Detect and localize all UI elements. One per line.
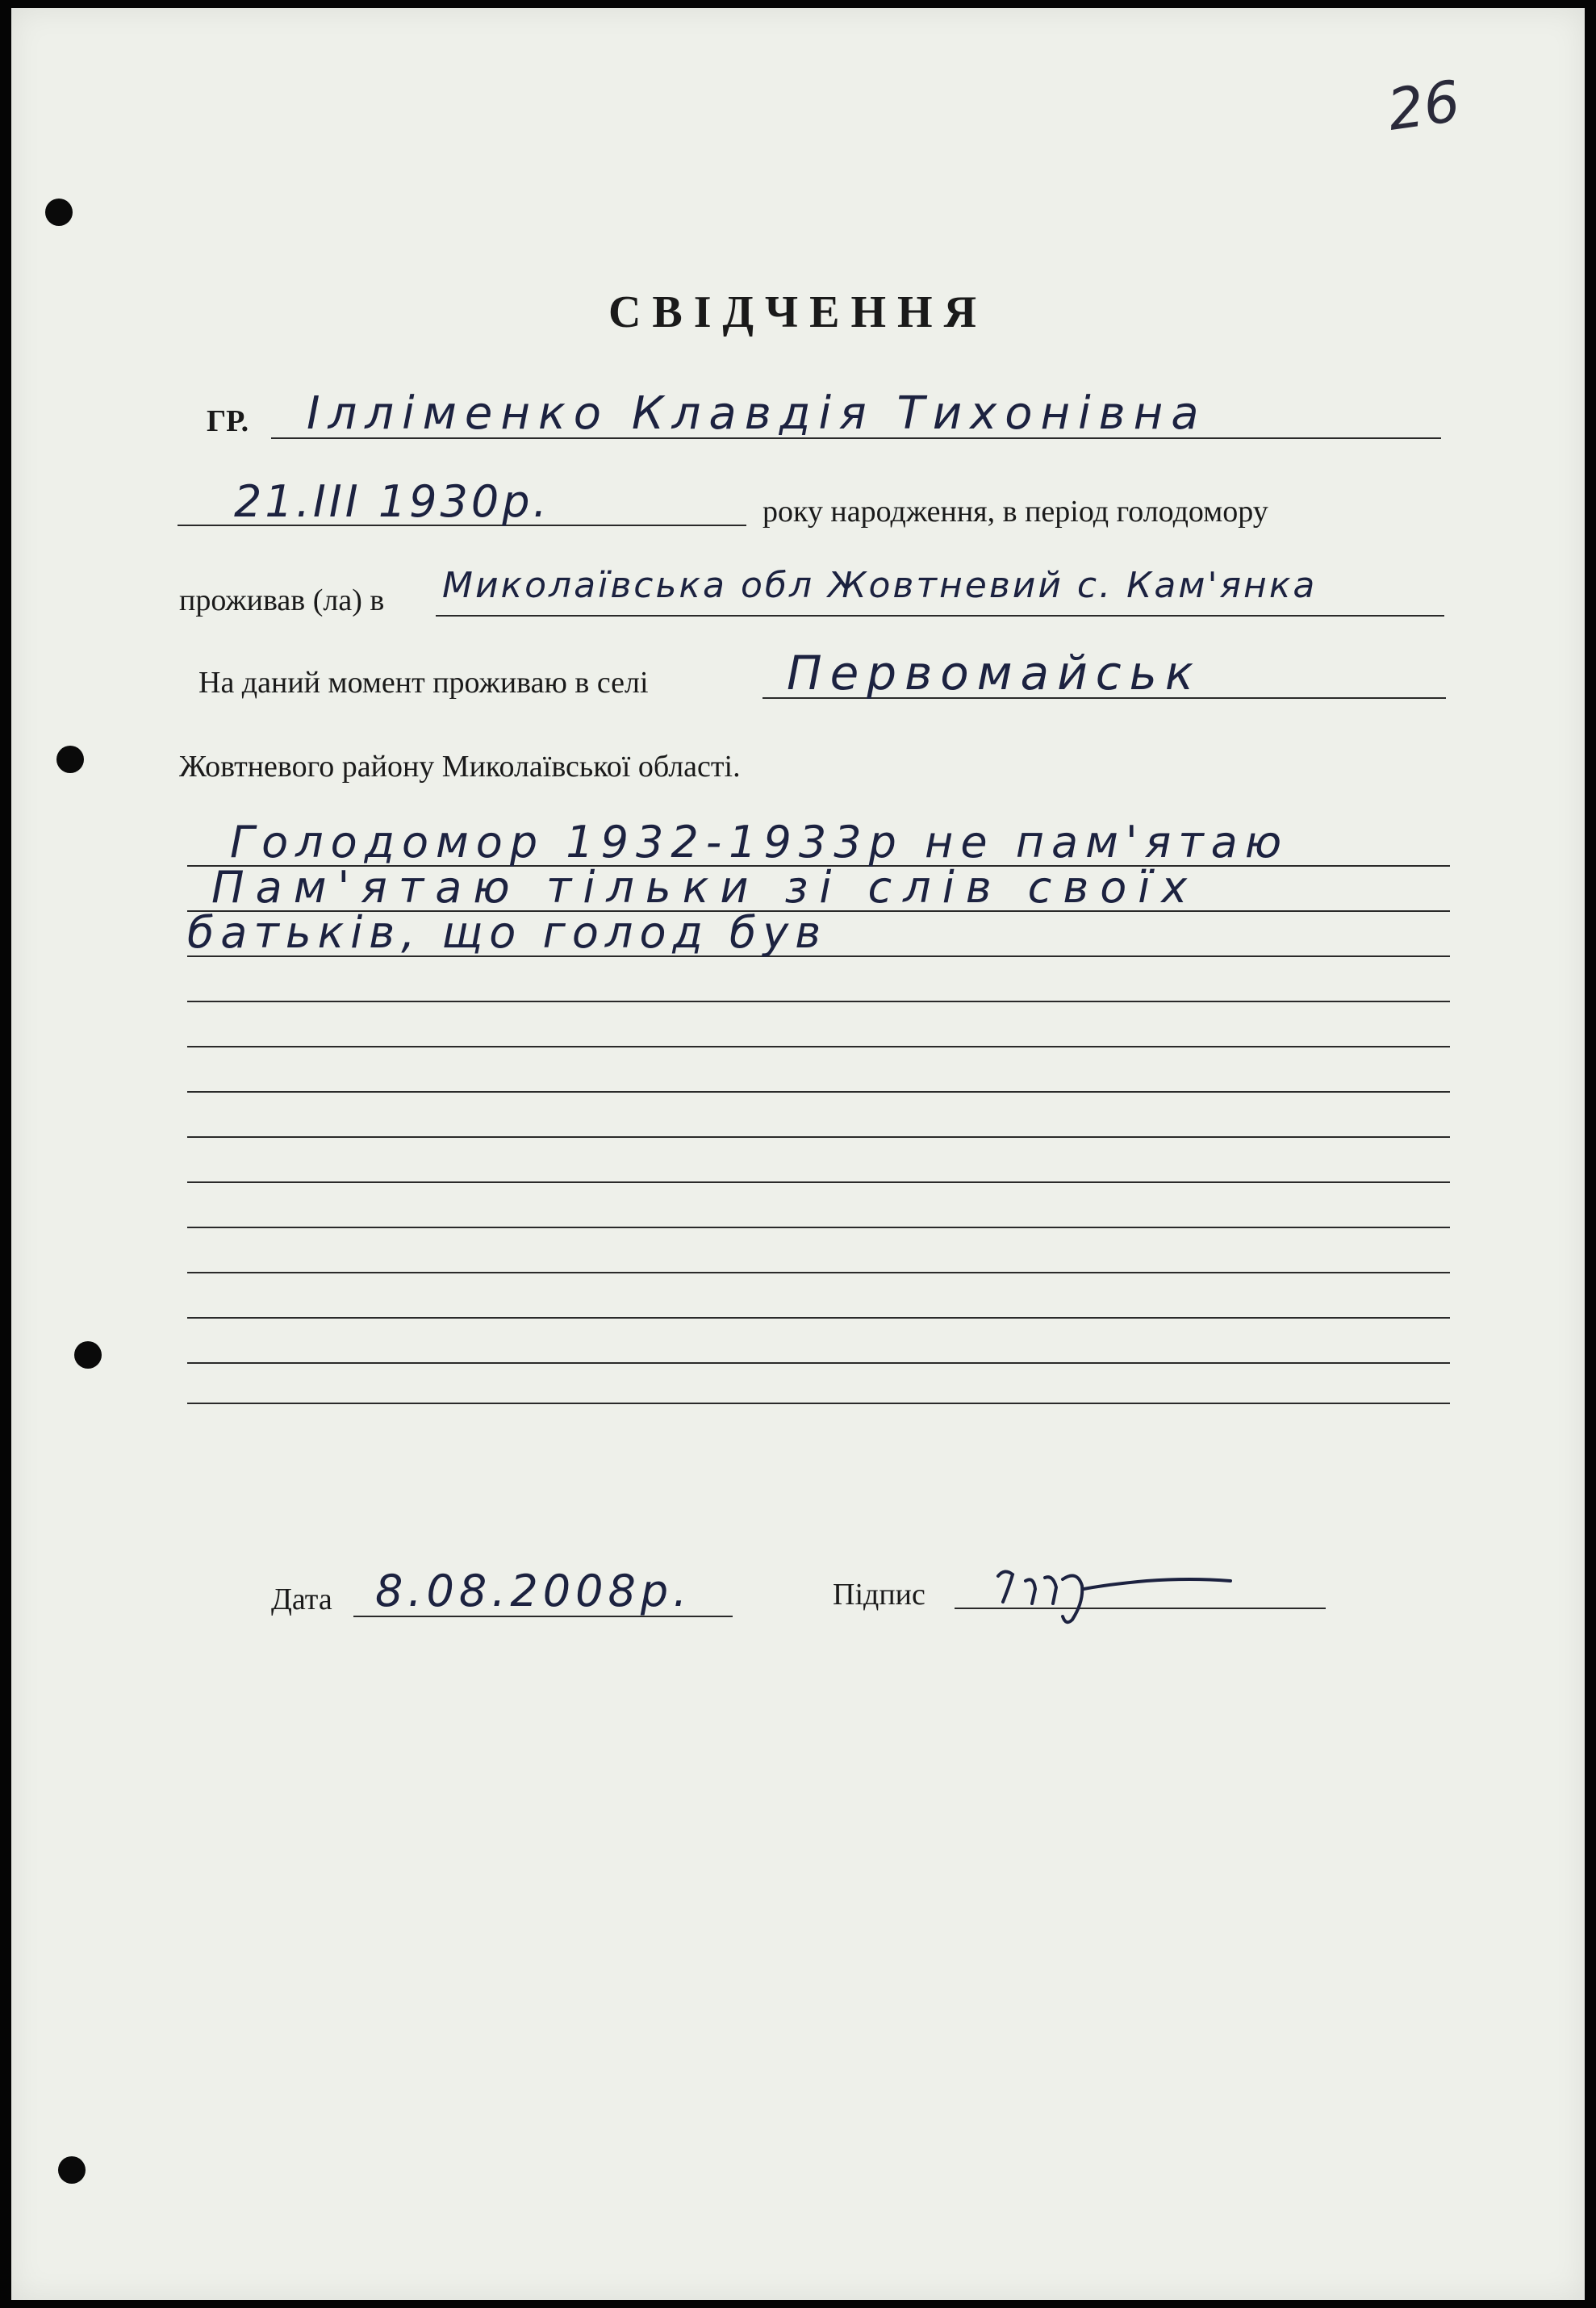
punch-hole (56, 746, 84, 773)
testimony-text: Пам'ятаю тільки зі слів своїх (211, 862, 1199, 913)
page-number: 26 (1383, 68, 1464, 144)
date-value: 8.08.2008р. (375, 1566, 692, 1616)
handwritten-signature (988, 1553, 1263, 1626)
testimony-line (187, 1181, 1450, 1183)
testimony-line (187, 1317, 1450, 1319)
punch-hole (74, 1341, 102, 1369)
testimony-line (187, 1227, 1450, 1228)
testimony-text: Голодомор 1932-1933р не пам'ятаю (230, 817, 1289, 868)
testimony-line (187, 1403, 1450, 1404)
testimony-line (187, 1046, 1450, 1047)
testimony-text: батьків, що голод був (187, 907, 828, 958)
birth-date: 21.ІІІ 1930р. (234, 476, 550, 527)
document-page (11, 8, 1585, 2300)
testimony-line (187, 1001, 1450, 1002)
document-title: СВІДЧЕННЯ (608, 287, 988, 337)
date-label: Дата (271, 1583, 332, 1616)
testimony-line (187, 1091, 1450, 1093)
signature-label: Підпис (833, 1578, 925, 1612)
testimony-line (187, 1362, 1450, 1364)
current-village: Первомайськ (787, 646, 1201, 700)
current-prefix: На даний момент проживаю в селі (198, 666, 649, 700)
punch-hole (58, 2156, 86, 2184)
testimony-line (187, 1136, 1450, 1138)
punch-hole (45, 199, 73, 226)
testimony-line (187, 1272, 1450, 1273)
lived-place: Миколаївська обл Жовтневий с. Кам'янка (442, 565, 1318, 606)
district-text: Жовтневого району Миколаївської області. (179, 750, 741, 784)
citizen-prefix: ГР. (207, 404, 249, 438)
lived-prefix: проживав (ла) в (179, 583, 385, 617)
birth-suffix: року народження, в період голодомору (762, 495, 1268, 529)
citizen-name: Ілліменко Клавдія Тихонівна (307, 387, 1207, 440)
lived-place-line (436, 615, 1444, 617)
